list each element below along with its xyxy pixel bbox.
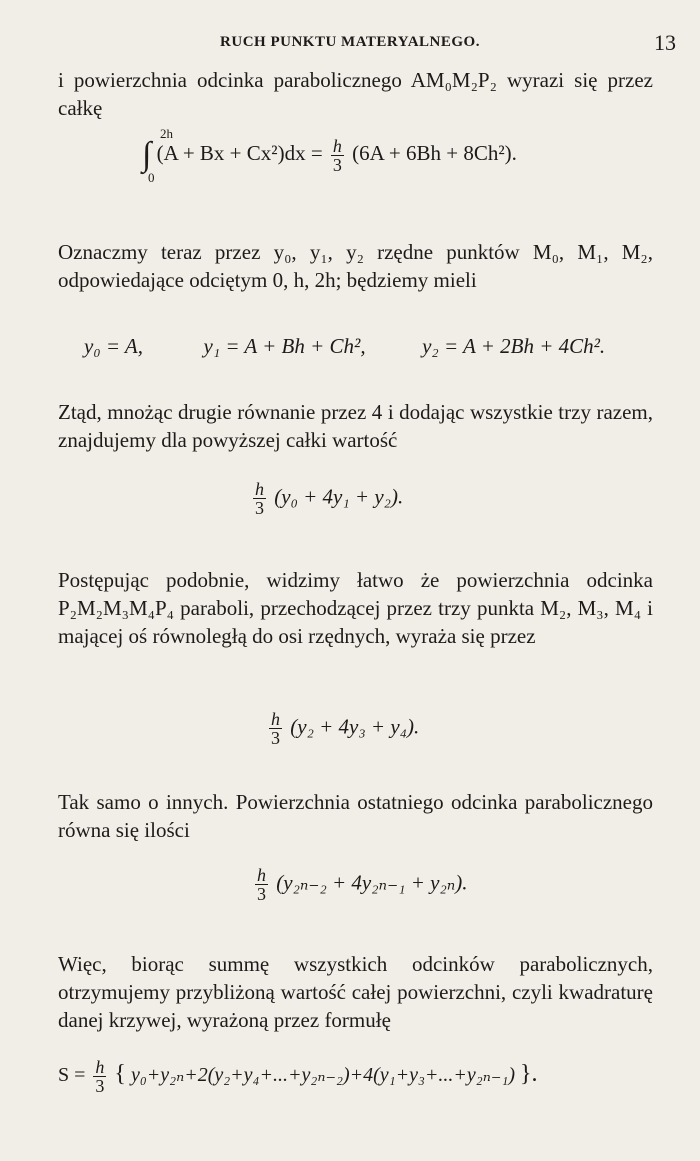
equation-body: (y₂ₙ₋₂ + 4y₂ₙ₋₁ + y₂ₙ). [276,870,468,895]
integral-sign: ∫ 2h 0 [142,126,173,185]
ordinate-y1: y₁ = A + Bh + Ch², [203,334,366,358]
formula-body: y₀+y₂ₙ+2(y₂+y₄+...+y₂ₙ₋₂)+4(y₁+y₃+...+y₂ₙ₋₁) [130,1064,516,1087]
fraction [255,866,268,903]
paragraph-2: Oznaczmy teraz przez y₀, y₁, y₂ rzędne punktów M₀, M₁, M₂, odpowiedające odciętym 0, h, 2h; będziemy mieli [58,240,653,292]
integral-lower-limit: 0 [148,170,155,185]
fraction-denominator: 3 [332,154,342,175]
fraction [253,480,266,517]
ordinate-y2: y₂ = A + 2Bh + 4Ch². [422,334,606,358]
formula-lhs: S = [58,1064,86,1087]
equation-integral [142,126,517,185]
equation-simpson-first [250,480,403,517]
page-number: 13 [654,30,676,55]
equation-ordinates [84,334,644,359]
fraction-denominator: 3 [257,884,266,904]
fraction-denominator: 3 [255,498,264,518]
integral-result: (6A + 6Bh + 8Ch²). [352,140,517,165]
paragraph-4: Postępując podobnie, widzimy łatwo że powierzchnia odcinka P₂M₂M₃M₄P₄ paraboli, przechodzącej przez trzy punkta M₂, M₃, M₄ i mającej oś równoległą do osi rzędnych, wyraża się przez [58,568,653,648]
paragraph-6: Więc, biorąc summę wszystkich odcinków parabolicznych, otrzymujemy przybliżoną wartość całej powierzchni, czyli kwadraturę danej krzywej, wyrażoną przez formułę [58,952,653,1032]
paragraph-5: Tak samo o innych. Powierzchnia ostatniego odcinka parabolicznego równa się ilości [58,790,653,842]
fraction-numerator: h [332,135,342,156]
equation-body: (y₂ + 4y₃ + y₄). [290,714,420,739]
fraction-numerator: h [271,709,280,729]
fraction-numerator: h [95,1057,105,1077]
integral-upper-limit: 2h [160,126,173,141]
close-brace: }. [520,1061,538,1088]
equation-simpson-last [252,866,468,903]
equation-simpson-formula [58,1058,538,1095]
fraction [269,710,282,747]
fraction-denominator: 3 [95,1076,105,1096]
integrand: (A + Bx + Cx²)dx = [156,140,323,165]
fraction [331,137,344,174]
paragraph-3: Ztąd, mnożąc drugie równanie przez 4 i dodając wszystkie trzy razem, znajdujemy dla powyższej całki wartość [58,400,653,452]
ordinate-y0: y₀ = A, [84,334,143,358]
equation-simpson-second [266,710,419,747]
fraction [93,1058,106,1095]
fraction-numerator: h [255,479,264,499]
running-title: RUCH PUNKTU MATERYALNEGO. [220,34,480,50]
paragraph-1: i powierzchnia odcinka parabolicznego AM₀M₂P₂ wyrazi się przez całkę [58,68,653,120]
fraction-denominator: 3 [271,728,280,748]
equation-body: (y₀ + 4y₁ + y₂). [274,484,404,509]
open-brace: { [114,1061,126,1088]
fraction-numerator: h [257,865,266,885]
